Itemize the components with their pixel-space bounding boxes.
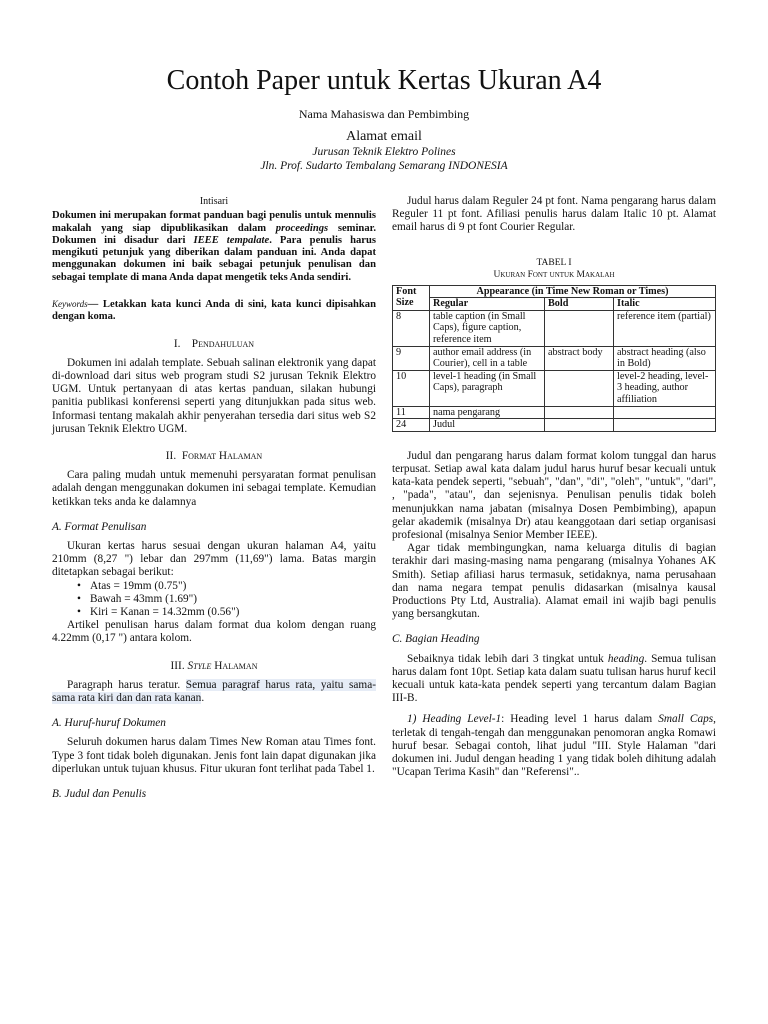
subsection-a-heading: A. Format Penulisan <box>52 520 147 533</box>
list-item: • Bawah = 43mm (1.69") <box>90 593 376 606</box>
table-cell: reference item (partial) <box>614 310 716 346</box>
table-cell <box>545 419 614 432</box>
table-cell: Judul <box>430 419 545 432</box>
subsection-a-paragraph: Ukuran kertas harus sesuai dengan ukuran halaman A4, yaitu 210mm (8,27 ") lebar dan 297mm (11,69") lama. Batas margin ditetapkan sebagai berikut: <box>52 540 376 579</box>
table-header-regular: Regular <box>430 298 545 311</box>
affiliation-line-2: Jln. Prof. Sudarto Tembalang Semarang INDONESIA <box>260 160 508 172</box>
highlighted-text: Semua paragraf harus rata, yaitu sama-sama rata kiri dan dan rata kanan <box>52 678 376 705</box>
table-header-italic: Italic <box>614 298 716 311</box>
subsection-3a-paragraph: Seluruh dokumen harus dalam Times New Roman atau Times font. Type 3 font tidak boleh digunakan. Jenis font lain dapat digunakan jika diperlukan untuk tujuan khusus. Fitur ukuran font terlihat pada Tabel 1. <box>52 736 376 775</box>
list-item: • Kiri = Kanan = 14.32mm (0.56") <box>90 606 376 619</box>
table-row <box>393 310 716 346</box>
table-cell: abstract body <box>545 346 614 370</box>
subsection-c-heading: C. Bagian Heading <box>392 633 480 646</box>
table-subheader-row <box>393 298 716 311</box>
margin-list <box>52 580 376 620</box>
table-row <box>393 419 716 432</box>
subsection-3b-heading: B. Judul dan Penulis <box>52 788 147 801</box>
author-email: Alamat email <box>346 129 422 144</box>
heading-level-1-paragraph: 1) Heading Level-1: Heading level 1 harus dalam Small Caps, terletak di tengah-tengah dan menggunakan penomoran angka Romawi huruf besar. Sebagai contoh, lihat judul "III. Style Halaman "dari dokumen ini. Judul dengan heading 1 yang tidak boleh dihitung adalah "Ucapan Terima Kasih" dan "Referensi".. <box>392 713 716 779</box>
author-names: Nama Mahasiswa dan Pembimbing <box>298 107 470 121</box>
table-cell: level-2 heading, level-3 heading, author affiliation <box>614 370 716 406</box>
table-header-font-size: Font Size <box>393 285 430 310</box>
left-column <box>52 195 376 801</box>
table-cell: 10 <box>393 370 430 406</box>
heading-level-1-label: 1) Heading Level-1 <box>407 713 502 726</box>
abstract-body: Dokumen ini merupakan format panduan bagi penulis untuk mennulis makalah yang siap dipublikasikan dalam proceedings seminar. Dokumen ini disadur dari IEEE tempalate. Para penulis harus mengikuti petunjuk yang diberikan dalam panduan ini. Anda dapat menggunakan dokumen ini baik sebagai petunjuk penulisan dan sebagai template di mana Anda dapat mengetik teks Anda sendiri. <box>52 210 376 283</box>
subsection-c-paragraph: Sebaiknya tidak lebih dari 3 tingkat untuk heading. Semua tulisan harus dalam font 10pt. Setiap kata dalam suatu tulisan harus huruf kecil kecuali untuk kata-kata pendek seperti yang tercantum dalam Bagian III-B. <box>392 652 717 705</box>
table-row <box>393 406 716 419</box>
table-label: TABEL I <box>536 257 572 268</box>
section-2-heading: II. Format Halaman <box>165 450 263 462</box>
section-3-heading: III. Style Halaman <box>170 659 258 672</box>
list-item: • Atas = 19mm (0.75") <box>90 580 376 593</box>
font-size-table <box>392 285 716 432</box>
abstract-heading: Intisari <box>199 196 229 207</box>
table-cell <box>545 370 614 406</box>
table-cell <box>545 406 614 419</box>
table-header-appearance: Appearance (in Time New Roman or Times) <box>430 285 716 298</box>
table-cell: 8 <box>393 310 430 346</box>
table-cell: 9 <box>393 346 430 370</box>
table-cell: level-1 heading (in Small Caps), paragraph <box>430 370 545 406</box>
paper-title: Contoh Paper untuk Kertas Ukuran A4 <box>166 65 602 96</box>
author-format-paragraph: Judul dan pengarang harus dalam format kolom tunggal dan harus terpusat. Setiap awal kata dalam judul harus huruf besar kecuali untuk kata-kata pendek seperti, "sebuah", "dan", "di", "oleh", "untuk", "dari", , "pada", "atau", dan sejenisnya. Penulisan penulis tidak boleh menunjukkan nama jabatan (misalnya Dosen Pembimbing), apapun gelar akademik (misalnya Dr) atau keanggotaan dari setiap organisasi profesional (misalnya Senior Member IEEE). <box>392 449 716 541</box>
table-cell <box>614 419 716 432</box>
section-2-paragraph: Cara paling mudah untuk memenuhi persyaratan format penulisan adalah dengan menggunakan dokumen ini sebagai template. Kemudian ketikkan teks anda ke dalamnya <box>52 469 376 508</box>
table-cell: author email address (in Courier), cell in a table <box>430 346 545 370</box>
section-1-paragraph: Dokumen ini adalah template. Sebuah salinan elektronik yang dapat di-download dari situs web program studi S2 jurusan Teknik Elektro UGM. Untuk pertanyaan di atas kertas panduan, silakan hubungi panitia publikasi konferensi seperti yang ditunjukkan pada situs web. Informasi tentang makalah akhir penyerahan tersedia dari situs web S2 jurusan Teknik Elektro UGM. <box>52 356 376 435</box>
family-name-paragraph: Agar tidak membingungkan, nama keluarga ditulis di bagian terakhir dari masing-masing nama pengarang (misalnya Yohanes AK Smith). Setiap afiliasi harus termasuk, setidaknya, nama perusahaan dan nama negara tempat penulis didasarkan (misalnya kausal Productions Pty Ltd, Australia). Alamat email ini wajib bagi penulis yang bersangkutan. <box>392 542 716 621</box>
right-column <box>392 195 716 779</box>
affiliation-line-1: Jurusan Teknik Elektro Polines <box>312 146 456 158</box>
title-font-paragraph: Judul harus dalam Reguler 24 pt font. Nama pengarang harus dalam Reguler 11 pt font. Afiliasi penulis harus dalam Italic 10 pt. Alamat email harus di 9 pt font Courier Regular. <box>392 195 716 234</box>
table-header-row <box>393 285 716 298</box>
subsection-3a-heading: A. Huruf-huruf Dokumen <box>52 717 166 730</box>
table-cell: nama pengarang <box>430 406 545 419</box>
table-cell: 11 <box>393 406 430 419</box>
table-row <box>393 346 716 370</box>
table-header-bold: Bold <box>545 298 614 311</box>
keywords: Keywords— Letakkan kata kunci Anda di sini, kata kunci dipisahkan dengan koma. <box>52 298 376 323</box>
subsection-a-paragraph-2: Artikel penulisan harus dalam format dua kolom dengan ruang 4.22mm (0,17 ") antara kolom. <box>52 619 376 645</box>
section-1-heading: I. Pendahuluan <box>173 337 255 350</box>
table-cell: abstract heading (also in Bold) <box>614 346 716 370</box>
section-3-paragraph: Paragraph harus teratur. Semua paragraf harus rata, yaitu sama-sama rata kiri dan dan rata kanan. <box>52 678 376 705</box>
table-cell: 24 <box>393 419 430 432</box>
table-row <box>393 370 716 406</box>
table-cell: table caption (in Small Caps), figure caption, reference item <box>430 310 545 346</box>
table-caption: Ukuran Font untuk Makalah <box>493 269 615 280</box>
table-cell <box>545 310 614 346</box>
table-cell <box>614 406 716 419</box>
